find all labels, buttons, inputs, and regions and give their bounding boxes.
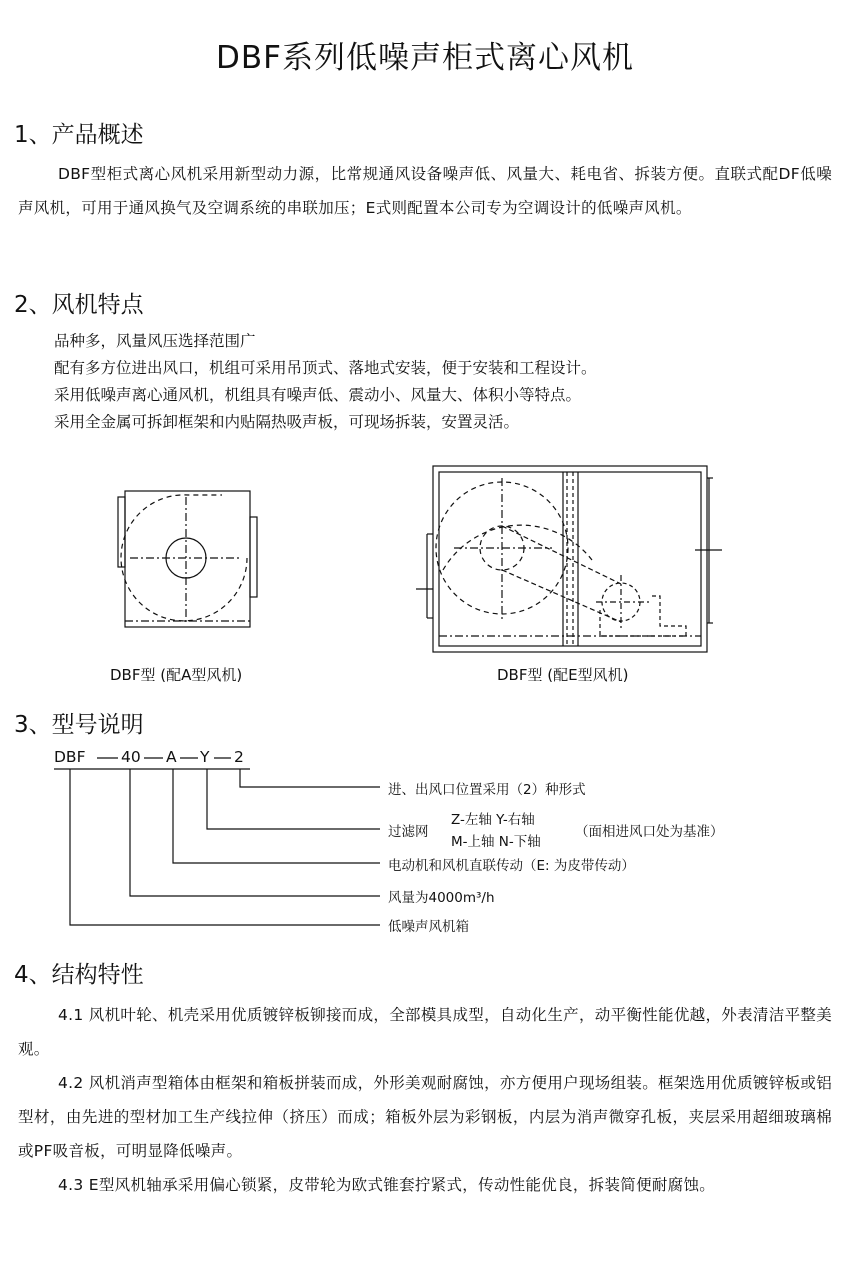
feature-item: 品种多，风量风压选择范围广	[54, 332, 256, 350]
model-code-part-drive: A	[166, 748, 177, 766]
page-title: DBF系列低噪声柜式离心风机	[216, 40, 634, 76]
leader-filter	[207, 769, 380, 829]
desc-drive: 电动机和风机直联传动（E: 为皮带传动）	[388, 858, 635, 874]
section-1-heading: 1、产品概述	[14, 122, 144, 148]
section-4-heading: 4、结构特性	[14, 962, 144, 988]
desc-filter-note: （面相进风口处为基准）	[575, 824, 724, 840]
model-code-part-filter: Y	[200, 748, 210, 766]
section-2-heading: 2、风机特点	[14, 292, 144, 318]
feature-item: 配有多方位进出风口，机组可采用吊顶式、落地式安装，便于安装和工程设计。	[54, 359, 597, 377]
desc-box: 低噪声风机箱	[388, 919, 469, 935]
section-4-p2: 4.2 风机消声型箱体由框架和箱板拼装而成，外形美观耐腐蚀，亦方便用户现场组装。框架选用优质镀锌板或铝型材，由先进的型材加工生产线拉伸（挤压）而成；箱板外层为彩钢板，内层为消声微穿孔板，夹层采用超细玻璃棉或PF吸音板，可明显降低噪声。	[18, 1074, 832, 1160]
leader-outlet	[240, 769, 380, 787]
model-code-part-outlet: 2	[234, 748, 244, 766]
desc-outlet: 进、出风口位置采用（2）种形式	[388, 782, 586, 798]
desc-filter-opt2: M-上轴 N-下轴	[451, 834, 541, 850]
feature-item: 采用全金属可拆卸框架和内贴隔热吸声板，可现场拆装，安置灵活。	[54, 413, 520, 431]
feature-item: 采用低噪声离心通风机，机组具有噪声低、震动小、风量大、体积小等特点。	[54, 386, 582, 404]
section-1-text: DBF型柜式离心风机采用新型动力源，比常规通风设备噪声低、风量大、耗电省、拆装方便。直联式配DF低噪声风机，可用于通风换气及空调系统的串联加压；E式则配置本公司专为空调设计的低噪声风机。	[18, 165, 832, 217]
section-3-heading: 3、型号说明	[14, 712, 144, 738]
leader-drive	[173, 769, 380, 863]
section-4-p3: 4.3 E型风机轴承采用偏心锁紧，皮带轮为欧式锥套拧紧式，传动性能优良，拆装简便耐腐蚀。	[58, 1176, 716, 1194]
figure-a-caption: DBF型 (配A型风机)	[110, 666, 243, 684]
figure-e-caption: DBF型 (配E型风机)	[497, 666, 629, 684]
desc-filter-opt1: Z-左轴 Y-右轴	[451, 812, 535, 828]
section-4-p1: 4.1 风机叶轮、机壳采用优质镀锌板铆接而成，全部模具成型，自动化生产，动平衡性能优越，外表清洁平整美观。	[18, 1006, 832, 1058]
desc-flow: 风量为4000m³/h	[388, 890, 495, 906]
desc-filter-label: 过滤网	[388, 824, 429, 840]
model-code-part-dbf: DBF	[54, 748, 86, 766]
leader-box	[70, 769, 380, 925]
model-code-part-flow: 40	[121, 748, 141, 766]
leader-flow	[130, 769, 380, 896]
